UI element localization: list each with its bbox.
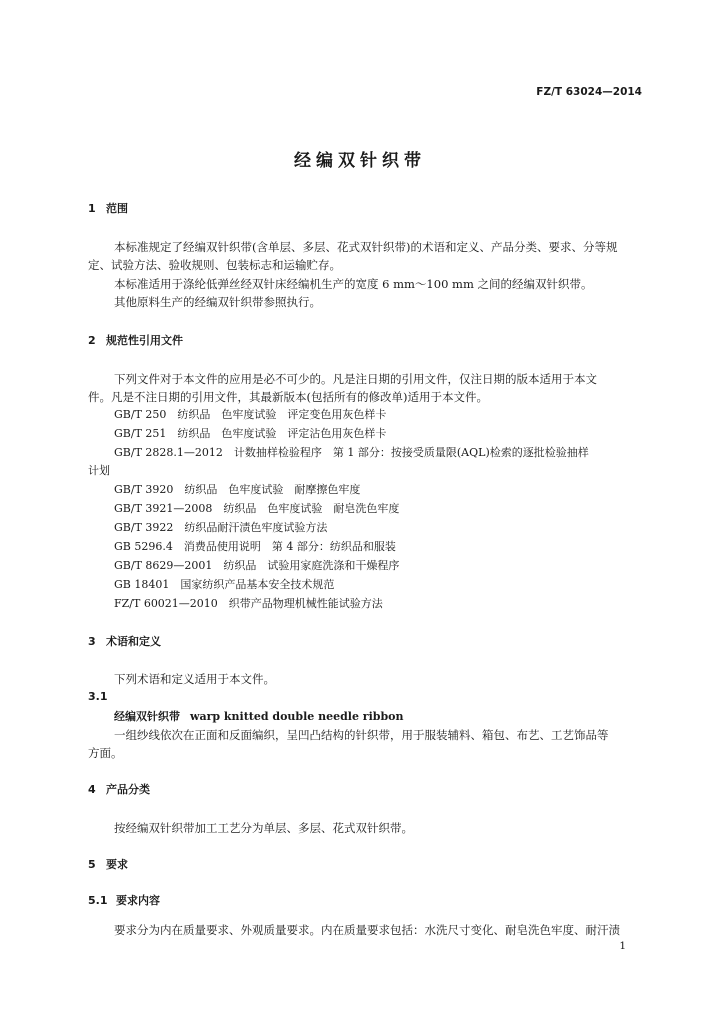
section-title: 范围 [106, 202, 128, 215]
reference-item: GB 18401 国家纺织产品基本安全技术规范 [114, 578, 335, 591]
subsection-5-1-heading [88, 894, 160, 908]
reference-item: GB/T 3920 纺织品 色牢度试验 耐摩擦色牢度 [114, 483, 361, 496]
page-number: 1 [619, 940, 626, 952]
section-title: 规范性引用文件 [106, 334, 183, 347]
standard-code: FZ/T 63024—2014 [536, 86, 642, 98]
section-3-heading [88, 635, 161, 649]
references-intro-line-2: 件。凡是不注日期的引用文件，其最新版本(包括所有的修改单)适用于本文件。 [88, 390, 488, 404]
reference-item: GB/T 3921—2008 纺织品 色牢度试验 耐皂洗色牢度 [114, 502, 400, 515]
term-english: warp knitted double needle ribbon [190, 710, 404, 723]
section-1-heading [88, 202, 128, 216]
classification-paragraph: 按经编双针织带加工工艺分为单层、多层、花式双针织带。 [114, 821, 413, 835]
section-number: 5 [88, 858, 96, 871]
reference-item: FZ/T 60021—2010 织带产品物理机械性能试验方法 [114, 597, 383, 610]
reference-item-continuation: 计划 [88, 464, 110, 477]
subsection-number: 5.1 [88, 894, 108, 907]
terms-intro: 下列术语和定义适用于本文件。 [114, 672, 275, 686]
references-intro-line-1: 下列文件对于本文件的应用是必不可少的。凡是注日期的引用文件，仅注日期的版本适用于本文 [114, 372, 597, 386]
document-title: 经编双针织带 [294, 151, 426, 171]
scope-paragraph-1-line-1: 本标准规定了经编双针织带(含单层、多层、花式双针织带)的术语和定义、产品分类、要求、分等规 [114, 240, 618, 254]
reference-item: GB/T 3922 纺织品耐汗渍色牢度试验方法 [114, 521, 328, 534]
subsection-title: 要求内容 [116, 894, 160, 907]
section-5-heading [88, 858, 128, 872]
section-number: 2 [88, 334, 96, 347]
reference-item: GB/T 250 纺织品 色牢度试验 评定变色用灰色样卡 [114, 408, 387, 421]
term-chinese: 经编双针织带 [114, 710, 180, 723]
scope-paragraph-2: 本标准适用于涤纶低弹丝经双针床经编机生产的宽度 6 mm～100 mm 之间的经编双针织带。 [114, 277, 593, 291]
scope-paragraph-3: 其他原料生产的经编双针织带参照执行。 [114, 295, 321, 309]
subsection-3-1-number: 3.1 [88, 690, 108, 703]
reference-item: GB/T 251 纺织品 色牢度试验 评定沾色用灰色样卡 [114, 427, 387, 440]
scope-paragraph-1-line-2: 定、试验方法、验收规则、包装标志和运输贮存。 [88, 258, 341, 272]
reference-item: GB 5296.4 消费品使用说明 第 4 部分：纺织品和服装 [114, 540, 396, 553]
term-definition-line-2: 方面。 [88, 746, 123, 760]
reference-item: GB/T 2828.1—2012 计数抽样检验程序 第 1 部分：按接受质量限(AQL)检索的逐批检验抽样 [114, 446, 589, 459]
section-title: 产品分类 [106, 783, 150, 796]
section-4-heading [88, 783, 150, 797]
section-number: 3 [88, 635, 96, 648]
section-2-heading [88, 334, 183, 348]
section-number: 1 [88, 202, 96, 215]
section-number: 4 [88, 783, 96, 796]
term-definition-line-1: 一组纱线依次在正面和反面编织，呈凹凸结构的针织带，用于服装辅料、箱包、布艺、工艺饰品等 [114, 728, 609, 742]
section-title: 要求 [106, 858, 128, 871]
requirements-paragraph: 要求分为内在质量要求、外观质量要求。内在质量要求包括：水洗尺寸变化、耐皂洗色牢度、耐汗渍 [114, 923, 620, 937]
section-title: 术语和定义 [106, 635, 161, 648]
term-entry [114, 709, 404, 724]
reference-item: GB/T 8629—2001 纺织品 试验用家庭洗涤和干燥程序 [114, 559, 400, 572]
